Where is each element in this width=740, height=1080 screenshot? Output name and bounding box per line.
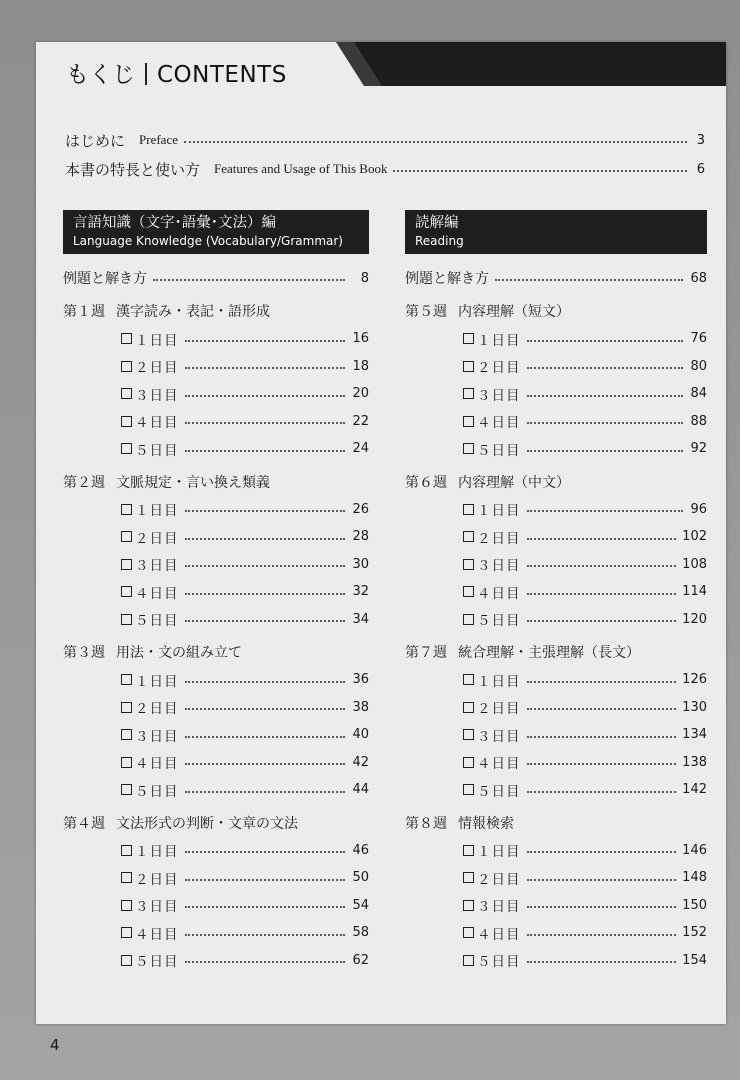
- page-ref: 28: [352, 529, 369, 544]
- page-ref: 38: [352, 699, 369, 715]
- day-label: ５日目: [477, 783, 521, 800]
- checkbox[interactable]: [463, 729, 474, 740]
- checkbox[interactable]: [121, 900, 132, 911]
- week-topic: 情報検索: [458, 815, 514, 832]
- day-entry[interactable]: [463, 384, 707, 404]
- leader-dots: [527, 395, 684, 397]
- page-ref: 30: [352, 556, 369, 572]
- day-entry[interactable]: [463, 923, 707, 943]
- week-title[interactable]: [405, 472, 707, 492]
- day-entry[interactable]: [463, 554, 707, 574]
- page-ref: 24: [352, 441, 369, 456]
- section-title-jp: 読解編: [415, 215, 459, 231]
- page-ref: 3: [696, 132, 705, 148]
- page-ref: 16: [352, 331, 369, 346]
- day-entry[interactable]: [121, 697, 369, 717]
- day-label: ３日目: [135, 558, 179, 574]
- page-ref: 142: [682, 782, 707, 797]
- day-entry[interactable]: [121, 609, 369, 629]
- checkbox[interactable]: [463, 872, 474, 883]
- week-block: [405, 301, 707, 459]
- checkbox[interactable]: [121, 955, 132, 966]
- checkbox[interactable]: [463, 784, 474, 795]
- page-ref: 108: [682, 556, 707, 572]
- page-ref: 22: [352, 413, 369, 429]
- page-ref: 152: [682, 925, 707, 940]
- leader-dots: [184, 141, 687, 143]
- day-entry[interactable]: [121, 356, 369, 376]
- checkbox[interactable]: [463, 416, 474, 427]
- day-entry[interactable]: [121, 439, 369, 459]
- page-ref: 120: [682, 611, 707, 627]
- leader-dots: [495, 279, 683, 281]
- title-separator: [145, 63, 147, 85]
- leader-dots: [393, 170, 687, 172]
- examples-entry[interactable]: [63, 268, 369, 288]
- day-label: １日目: [135, 332, 179, 349]
- day-entry[interactable]: [121, 329, 369, 349]
- day-entry[interactable]: [121, 895, 369, 915]
- day-label: ２日目: [135, 530, 179, 547]
- checkbox[interactable]: [121, 443, 132, 454]
- day-label: ４日目: [477, 585, 521, 602]
- day-entry[interactable]: [463, 840, 707, 860]
- examples-entry[interactable]: [405, 268, 707, 288]
- day-label: ２日目: [477, 701, 521, 717]
- week-block: [405, 813, 707, 971]
- contents-sheet: [36, 42, 726, 1024]
- page-ref: 126: [682, 672, 707, 687]
- page-ref: 54: [352, 897, 369, 913]
- week-block: [405, 472, 707, 630]
- leader-dots: [527, 708, 677, 710]
- entry-label: 例題と解き方: [405, 271, 489, 287]
- day-entry[interactable]: [121, 923, 369, 943]
- day-entry[interactable]: [463, 780, 707, 800]
- checkbox[interactable]: [121, 559, 132, 570]
- day-entry[interactable]: [121, 554, 369, 574]
- checkbox[interactable]: [463, 443, 474, 454]
- checkbox[interactable]: [463, 531, 474, 542]
- leader-dots: [527, 450, 684, 452]
- leader-dots: [185, 961, 346, 963]
- day-label: ４日目: [135, 926, 179, 943]
- front-item-en: Features and Usage of This Book: [214, 161, 388, 176]
- week-topic: 文脈規定・言い換え類義: [116, 474, 270, 491]
- week-topic: 内容理解（中文）: [458, 474, 570, 491]
- week-number: 第２週: [63, 474, 105, 491]
- day-label: ４日目: [477, 926, 521, 943]
- leader-dots: [527, 961, 677, 963]
- day-label: ５日目: [135, 954, 179, 970]
- week-title[interactable]: [405, 642, 707, 662]
- checkbox[interactable]: [463, 559, 474, 570]
- entry-label: 例題と解き方: [63, 271, 147, 287]
- day-entry[interactable]: [121, 868, 369, 888]
- day-label: ４日目: [477, 415, 521, 431]
- week-block: [63, 642, 369, 800]
- leader-dots: [527, 340, 684, 342]
- page-ref: 102: [682, 529, 707, 544]
- day-label: ３日目: [135, 387, 179, 404]
- checkbox[interactable]: [463, 388, 474, 399]
- day-label: ２日目: [477, 530, 521, 547]
- page-ref: 68: [690, 270, 707, 286]
- day-label: ３日目: [477, 387, 521, 404]
- week-topic: 用法・文の組み立て: [116, 645, 242, 661]
- day-label: ２日目: [477, 360, 521, 376]
- title-japanese: もくじ: [66, 62, 135, 88]
- page-ref: 18: [352, 358, 369, 374]
- week-number: 第７週: [405, 645, 447, 661]
- leader-dots: [527, 736, 677, 738]
- page-ref: 96: [690, 501, 707, 517]
- day-label: ５日目: [135, 442, 179, 459]
- week-title[interactable]: [63, 301, 369, 321]
- checkbox[interactable]: [463, 845, 474, 856]
- day-entry[interactable]: [463, 499, 707, 519]
- checkbox[interactable]: [463, 900, 474, 911]
- checkbox[interactable]: [463, 702, 474, 713]
- page-ref: 40: [352, 727, 369, 742]
- week-title[interactable]: [63, 472, 369, 492]
- leader-dots: [153, 279, 345, 281]
- checkbox[interactable]: [121, 872, 132, 883]
- day-entry[interactable]: [121, 582, 369, 602]
- week-number: 第６週: [405, 474, 447, 491]
- week-number: 第３週: [63, 645, 105, 661]
- checkbox[interactable]: [463, 927, 474, 938]
- checkbox[interactable]: [121, 702, 132, 713]
- checkbox[interactable]: [121, 845, 132, 856]
- day-entry[interactable]: [121, 752, 369, 772]
- page-ref: 92: [690, 441, 707, 456]
- day-entry[interactable]: [121, 840, 369, 860]
- checkbox[interactable]: [463, 757, 474, 768]
- day-label: １日目: [135, 503, 179, 519]
- page-ref: 26: [352, 501, 369, 517]
- leader-dots: [185, 763, 346, 765]
- checkbox[interactable]: [121, 361, 132, 372]
- page-ref: 32: [352, 584, 369, 599]
- page-number: 4: [50, 1036, 60, 1054]
- checkbox[interactable]: [121, 586, 132, 597]
- checkbox[interactable]: [121, 416, 132, 427]
- week-block: [405, 642, 707, 800]
- front-item-jp: 本書の特長と使い方: [65, 160, 201, 179]
- checkbox[interactable]: [463, 614, 474, 625]
- week-number: 第１週: [63, 304, 105, 320]
- week-topic: 内容理解（短文）: [458, 304, 570, 320]
- page-ref: 44: [352, 782, 369, 797]
- leader-dots: [185, 565, 346, 567]
- week-block: [63, 301, 369, 459]
- day-entry[interactable]: [463, 725, 707, 745]
- section-title-en: Reading: [415, 234, 464, 248]
- week-title[interactable]: [63, 642, 369, 662]
- leader-dots: [527, 934, 677, 936]
- day-label: ４日目: [135, 415, 179, 431]
- day-label: ２日目: [135, 701, 179, 717]
- page-ref: 134: [682, 727, 707, 742]
- day-entry[interactable]: [121, 384, 369, 404]
- day-label: ３日目: [477, 899, 521, 915]
- page-ref: 88: [690, 413, 707, 429]
- day-entry[interactable]: [463, 356, 707, 376]
- day-entry[interactable]: [463, 609, 707, 629]
- page-ref: 58: [352, 925, 369, 940]
- right-column: [405, 210, 707, 970]
- page-ref: 146: [682, 842, 707, 858]
- checkbox[interactable]: [463, 674, 474, 685]
- week-title[interactable]: [63, 813, 369, 833]
- page-ref: 46: [352, 842, 369, 858]
- checkbox[interactable]: [121, 784, 132, 795]
- leader-dots: [185, 906, 346, 908]
- day-entry[interactable]: [463, 752, 707, 772]
- page-ref: 34: [352, 611, 369, 627]
- leader-dots: [185, 620, 346, 622]
- day-label: ５日目: [135, 783, 179, 800]
- leader-dots: [185, 934, 346, 936]
- day-label: １日目: [477, 844, 521, 860]
- day-entry[interactable]: [121, 950, 369, 970]
- day-entry[interactable]: [121, 725, 369, 745]
- checkbox[interactable]: [463, 333, 474, 344]
- leader-dots: [185, 791, 346, 793]
- leader-dots: [527, 593, 677, 595]
- page-ref: 154: [682, 952, 707, 968]
- leader-dots: [185, 367, 346, 369]
- leader-dots: [527, 906, 677, 908]
- day-entry[interactable]: [463, 527, 707, 547]
- week-block: [63, 813, 369, 971]
- day-label: ２日目: [477, 871, 521, 888]
- leader-dots: [527, 851, 677, 853]
- week-topic: 漢字読み・表記・語形成: [116, 304, 270, 320]
- left-column: [63, 210, 369, 970]
- leader-dots: [527, 620, 677, 622]
- week-block: [63, 472, 369, 630]
- day-entry[interactable]: [463, 411, 707, 431]
- day-entry[interactable]: [121, 411, 369, 431]
- checkbox[interactable]: [121, 927, 132, 938]
- page-ref: 8: [360, 270, 369, 286]
- checkbox[interactable]: [121, 614, 132, 625]
- day-label: ５日目: [477, 613, 521, 629]
- week-number: 第８週: [405, 815, 447, 832]
- checkbox[interactable]: [121, 388, 132, 399]
- page-ref: 84: [690, 386, 707, 401]
- leader-dots: [185, 340, 346, 342]
- week-number: 第５週: [405, 304, 447, 320]
- leader-dots: [527, 422, 684, 424]
- section-title-jp: 言語知識（文字･語彙･文法）編: [73, 215, 276, 231]
- leader-dots: [185, 422, 346, 424]
- week-number: 第４週: [63, 815, 105, 832]
- day-label: ３日目: [477, 728, 521, 745]
- week-topic: 文法形式の判断・文章の文法: [116, 815, 298, 832]
- checkbox[interactable]: [121, 333, 132, 344]
- leader-dots: [185, 708, 346, 710]
- leader-dots: [527, 791, 677, 793]
- day-label: ３日目: [135, 728, 179, 745]
- leader-dots: [185, 593, 346, 595]
- leader-dots: [527, 538, 677, 540]
- week-topic: 統合理解・主張理解（長文）: [458, 645, 640, 661]
- page-ref: 80: [690, 358, 707, 374]
- day-entry[interactable]: [463, 670, 707, 690]
- leader-dots: [185, 851, 346, 853]
- leader-dots: [527, 367, 684, 369]
- leader-dots: [185, 736, 346, 738]
- checkbox[interactable]: [121, 504, 132, 515]
- day-label: ５日目: [135, 613, 179, 629]
- leader-dots: [527, 879, 677, 881]
- day-label: １日目: [477, 332, 521, 349]
- leader-dots: [185, 538, 346, 540]
- checkbox[interactable]: [121, 674, 132, 685]
- week-title[interactable]: [405, 301, 707, 321]
- checkbox[interactable]: [463, 361, 474, 372]
- day-label: ５日目: [477, 442, 521, 459]
- day-entry[interactable]: [463, 439, 707, 459]
- day-entry[interactable]: [463, 950, 707, 970]
- section-title-en: Language Knowledge (Vocabulary/Grammar): [73, 234, 343, 248]
- checkbox[interactable]: [121, 729, 132, 740]
- leader-dots: [185, 450, 346, 452]
- week-title[interactable]: [405, 813, 707, 833]
- leader-dots: [185, 681, 346, 683]
- day-entry[interactable]: [463, 582, 707, 602]
- page-ref: 50: [352, 870, 369, 885]
- page-ref: 150: [682, 897, 707, 913]
- front-item-jp: はじめに: [65, 131, 126, 150]
- page-ref: 20: [352, 386, 369, 401]
- day-label: ４日目: [477, 756, 521, 772]
- checkbox[interactable]: [463, 955, 474, 966]
- day-entry[interactable]: [121, 499, 369, 519]
- leader-dots: [185, 879, 346, 881]
- checkbox[interactable]: [463, 586, 474, 597]
- day-entry[interactable]: [463, 329, 707, 349]
- page-ref: 130: [682, 699, 707, 715]
- day-entry[interactable]: [121, 527, 369, 547]
- day-label: ２日目: [135, 871, 179, 888]
- page-ref: 114: [682, 584, 707, 599]
- day-label: １日目: [135, 673, 179, 690]
- day-entry[interactable]: [121, 780, 369, 800]
- page-title: [66, 56, 287, 89]
- day-label: ４日目: [135, 585, 179, 602]
- checkbox[interactable]: [463, 504, 474, 515]
- day-entry[interactable]: [463, 697, 707, 717]
- leader-dots: [527, 763, 677, 765]
- checkbox[interactable]: [121, 531, 132, 542]
- page-ref: 148: [682, 870, 707, 885]
- section-header: [405, 210, 707, 254]
- page-ref: 6: [696, 161, 705, 177]
- day-label: １日目: [135, 844, 179, 860]
- day-entry[interactable]: [463, 895, 707, 915]
- day-label: ５日目: [477, 954, 521, 970]
- day-label: ３日目: [135, 899, 179, 915]
- page-ref: 42: [352, 754, 369, 770]
- front-item-features[interactable]: [65, 158, 705, 180]
- day-entry[interactable]: [463, 868, 707, 888]
- leader-dots: [185, 395, 346, 397]
- page-ref: 76: [690, 331, 707, 346]
- leader-dots: [527, 681, 677, 683]
- day-entry[interactable]: [121, 670, 369, 690]
- front-item-preface[interactable]: [65, 129, 705, 151]
- leader-dots: [527, 510, 684, 512]
- page-ref: 36: [352, 672, 369, 687]
- day-label: ３日目: [477, 558, 521, 574]
- day-label: １日目: [477, 673, 521, 690]
- day-label: ２日目: [135, 360, 179, 376]
- checkbox[interactable]: [121, 757, 132, 768]
- page-ref: 138: [682, 754, 707, 770]
- leader-dots: [527, 565, 677, 567]
- leader-dots: [185, 510, 346, 512]
- title-english: CONTENTS: [157, 62, 287, 88]
- day-label: ４日目: [135, 756, 179, 772]
- front-item-en: Preface: [139, 132, 178, 147]
- section-header: [63, 210, 369, 254]
- page-ref: 62: [352, 952, 369, 968]
- day-label: １日目: [477, 503, 521, 519]
